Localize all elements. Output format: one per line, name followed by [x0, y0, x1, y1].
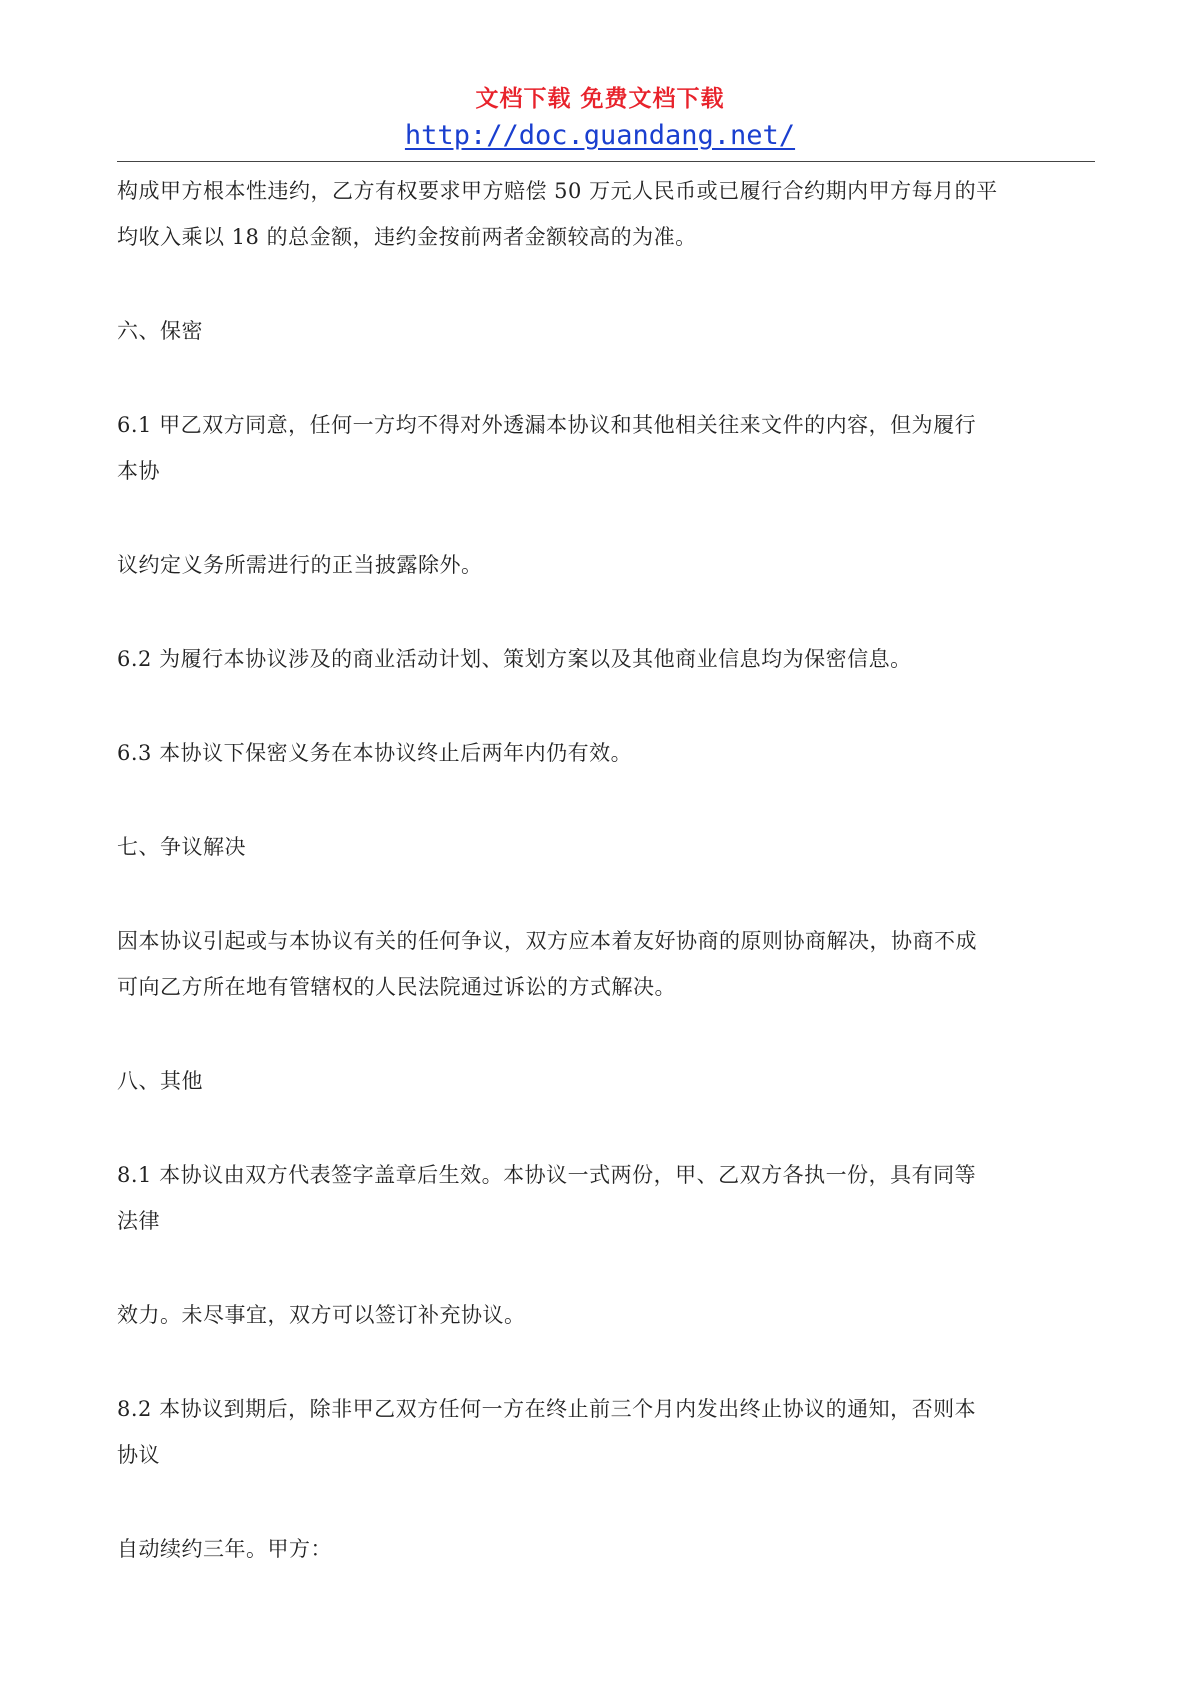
paragraph-line: 协议 — [117, 1443, 160, 1467]
paragraph-line: 议约定义务所需进行的正当披露除外。 — [117, 553, 483, 577]
section-heading: 八、其他 — [117, 1069, 203, 1093]
document-body — [117, 168, 1097, 1572]
paragraph-line: 6.1 甲乙双方同意，任何一方均不得对外透漏本协议和其他相关往来文件的内容，但为履行 — [117, 413, 977, 437]
page-header — [0, 84, 1200, 152]
paragraph-line: 6.2 为履行本协议涉及的商业活动计划、策划方案以及其他商业信息均为保密信息。 — [117, 647, 912, 671]
paragraph-line: 因本协议引起或与本协议有关的任何争议，双方应本着友好协商的原则协商解决，协商不成 — [117, 929, 977, 953]
paragraph-line: 6.3 本协议下保密义务在本协议终止后两年内仍有效。 — [117, 741, 633, 765]
paragraph-line: 均收入乘以 18 的总金额，违约金按前两者金额较高的为准。 — [117, 225, 697, 249]
paragraph-line: 可向乙方所在地有管辖权的人民法院通过诉讼的方式解决。 — [117, 975, 676, 999]
header-title: 文档下载 免费文档下载 — [475, 86, 725, 112]
header-divider — [117, 161, 1095, 162]
paragraph-line: 效力。未尽事宜，双方可以签订补充协议。 — [117, 1303, 526, 1327]
paragraph-line: 8.2 本协议到期后，除非甲乙双方任何一方在终止前三个月内发出终止协议的通知，否则本 — [117, 1397, 977, 1421]
paragraph-line: 8.1 本协议由双方代表签字盖章后生效。本协议一式两份，甲、乙双方各执一份，具有同等 — [117, 1163, 977, 1187]
paragraph-line: 构成甲方根本性违约，乙方有权要求甲方赔偿 50 万元人民币或已履行合约期内甲方每月的平 — [117, 179, 998, 203]
paragraph-line: 本协 — [117, 459, 160, 483]
section-heading: 七、争议解决 — [117, 835, 246, 859]
section-heading: 六、保密 — [117, 319, 203, 343]
header-url-link[interactable]: http://doc.guandang.net/ — [404, 120, 796, 151]
paragraph-line: 法律 — [117, 1209, 160, 1233]
paragraph-line: 自动续约三年。甲方： — [117, 1537, 332, 1561]
